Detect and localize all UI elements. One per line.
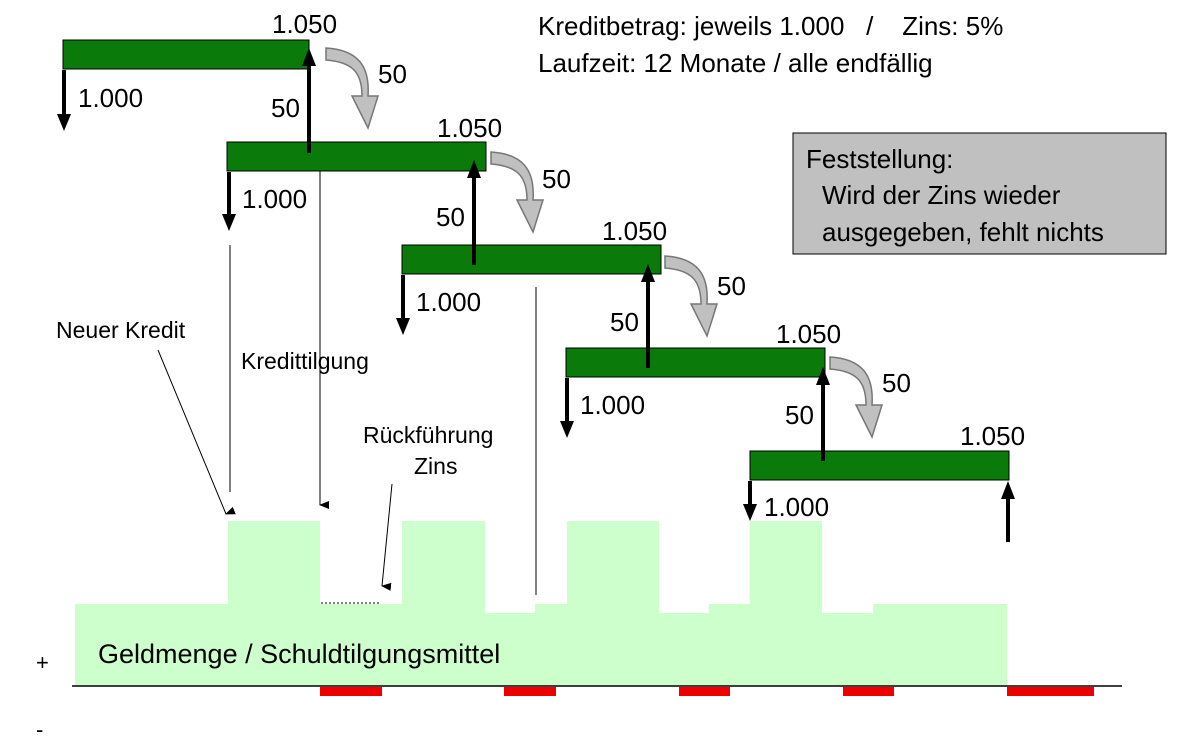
- interest-label-1: 50: [271, 93, 300, 123]
- interest-label-3: 50: [610, 307, 639, 337]
- header-line-2: Laufzeit: 12 Monate / alle endfällig: [538, 48, 933, 78]
- repay-label-3: 1.050: [602, 216, 668, 246]
- credit-down-arrowhead: [560, 421, 574, 438]
- credit-label-2: 1.000: [242, 184, 308, 214]
- neuer-kredit-label: Neuer Kredit: [56, 317, 186, 343]
- curved-transfer-arrow: [326, 48, 378, 128]
- zins-pointer: [382, 484, 392, 586]
- credit-bar-1: [63, 40, 309, 69]
- credit-down-arrowhead: [222, 214, 236, 231]
- credit-bar-5: [750, 451, 1009, 480]
- transfer-label-2: 50: [542, 164, 571, 194]
- repay-up-arrowhead: [1001, 481, 1015, 499]
- credit-bar-4: [566, 348, 825, 377]
- credit-label-1: 1.000: [78, 83, 144, 113]
- deficit-bar: [504, 687, 556, 696]
- statement-title: Feststellung:: [806, 144, 954, 174]
- credit-bar-3: [402, 245, 661, 274]
- repay-label-4: 1.050: [776, 319, 842, 349]
- deficit-bar: [843, 687, 894, 696]
- credit-down-arrowhead: [57, 114, 71, 131]
- rueckfuehrung-label: Rückführung: [363, 422, 494, 448]
- deficit-bar: [679, 687, 730, 696]
- deficit-bar: [1007, 687, 1094, 696]
- curved-transfer-arrow: [665, 256, 717, 336]
- kredittilgung-label: Kredittilgung: [241, 348, 369, 374]
- interest-label-2: 50: [436, 202, 465, 232]
- deficit-bar: [320, 687, 382, 696]
- transfer-label-4: 50: [882, 368, 911, 398]
- plus-sign: +: [36, 650, 49, 675]
- statement-line-2: ausgegeben, fehlt nichts: [822, 217, 1104, 247]
- statement-line-1: Wird der Zins wieder: [822, 180, 1061, 210]
- zins-label: Zins: [414, 453, 458, 479]
- repay-label-2: 1.050: [437, 113, 503, 143]
- neuer-kredit-pointer: [158, 350, 226, 514]
- credit-down-arrowhead: [396, 318, 410, 335]
- transfer-label-3: 50: [717, 271, 746, 301]
- credit-bar-2: [227, 142, 486, 171]
- transfer-label-1: 50: [378, 59, 407, 89]
- credit-down-arrowhead: [743, 504, 757, 521]
- credit-label-4: 1.000: [580, 390, 646, 420]
- money-area-label: Geldmenge / Schuldtilgungsmittel: [98, 639, 501, 669]
- curved-transfer-arrow: [491, 152, 543, 232]
- repay-label-1: 1.050: [272, 9, 338, 39]
- interest-label-4: 50: [785, 400, 814, 430]
- header-line-1: Kreditbetrag: jeweils 1.000 / Zins: 5%: [538, 11, 1004, 41]
- repay-label-5: 1.050: [960, 421, 1026, 451]
- curved-transfer-arrow: [830, 357, 882, 437]
- minus-sign: -: [36, 717, 44, 741]
- credit-label-3: 1.000: [416, 287, 482, 317]
- credit-label-5: 1.000: [764, 492, 830, 522]
